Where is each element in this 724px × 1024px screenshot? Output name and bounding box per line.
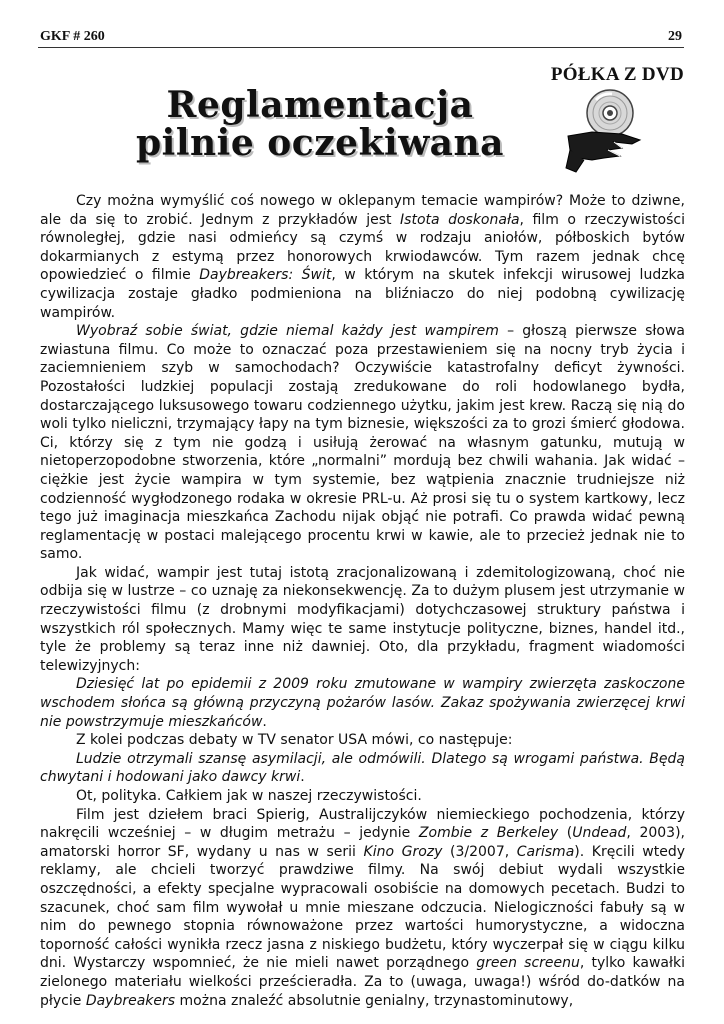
dvd-disc-hand-icon bbox=[562, 88, 652, 180]
italic-text: Ludzie otrzymali szansę asymilacji, ale odmówili. Dlatego są wrogami państwa. Będą chwytani i hodowani jako dawcy krwi bbox=[40, 750, 685, 786]
article-paragraph bbox=[40, 787, 685, 806]
italic-text: Kino Grozy bbox=[363, 843, 443, 860]
paragraph-text: (3/2007, bbox=[442, 843, 517, 860]
page-number: 29 bbox=[668, 29, 682, 44]
paragraph-text: , 2003), amatorski horror SF, wydany u nas w serii bbox=[40, 825, 685, 860]
article-paragraph bbox=[40, 564, 685, 676]
paragraph-text: Ot, polityka. Całkiem jak w naszej rzeczywistości. bbox=[76, 788, 422, 804]
article-paragraph bbox=[40, 731, 685, 750]
paragraph-text: ( bbox=[558, 825, 573, 842]
paragraph-text: , tylko kawałki zielonego materiału wielkości prześcieradła. Za to (uwaga, uwaga!) wśród do-datków na płycie bbox=[40, 955, 685, 1009]
article-body bbox=[40, 192, 685, 1010]
title-line-1: Reglamentacja bbox=[166, 84, 474, 126]
italic-text: Daybreakers: Świt bbox=[199, 267, 332, 284]
paragraph-text: Jak widać, wampir jest tutaj istotą zracjonalizowaną i zdemitologizowaną, choć nie odbija się w lustrze – co uznaję za niekonsekwencję. Za to dużym plusem jest utrzymanie w rzeczywistości filmu (z drobnymi modyfikacjami) dotychczasowej struktury państwa i wszystkich ról społecznych. Mamy więc te same instytucje polityczne, biznes, handel itd., tyle że problemy są teraz inne niż dawniej. Oto, dla przykładu, fragment wiadomości telewizyjnych: bbox=[40, 564, 685, 674]
italic-text: Undead bbox=[572, 825, 627, 842]
italic-text: Wyobraź sobie świat, gdzie niemal każdy jest wampirem bbox=[76, 323, 499, 340]
italic-text: Zombie z Berkeley bbox=[418, 825, 559, 842]
italic-text: Dziesięć lat po epidemii z 2009 roku zmutowane w wampiry zwierzęta zaskoczone wschodem słońca są główną przyczyną pożarów lasów. Zakaz spożywania zwierzęcej krwi nie powstrzymuje mieszkańców bbox=[40, 676, 685, 730]
paragraph-text: – głoszą pierwsze słowa zwiastuna filmu. Co może to oznaczać poza przestawieniem się na nocny tryb życia i zaciemnieniem szyb w samochodach? Oczywiście katastrofalny deficyt żywności. Pozostałości ludzkiej populacji zostają zredukowane do roli hodowlanego bydła, dostarczającego luksusowego towaru codziennego użytku, jakim jest krew. Raczą się nią do woli tylko nieliczni, trzymający łapy na tym biznesie, większości za to grozi śmierć głodowa. Ci, którzy się z tym nie godzą i usiłują żerować na własnym gatunku, mutują w nietoperzopodobne stworzenia, które „normalni” mordują bez chwili wahania. Jak widać – ciężkie jest życie wampira w tym systemie, bez wątpienia znacznie trudniejsze niż codzienność wygłodzonego rodaka w okresie PRL-u. Aż prosi się tu o system kartkowy, lecz tego już imaginacja mieszkańca Zachodu nijak objąć nie potrafi. Co prawda widać pewną reglamentację w postaci malejącego procentu krwi w kawie, ale to przecież jednak nie to samo. bbox=[40, 323, 686, 563]
paragraph-text: . bbox=[262, 713, 267, 730]
paragraph-text: Z kolei podczas debaty w TV senator USA mówi, co następuje: bbox=[76, 732, 513, 749]
article-paragraph bbox=[40, 750, 685, 787]
paragraph-text: ). Kręcili wtedy reklamy, ale chcieli tworzyć prawdziwe filmy. Na swój debiut wydali wszystkie oszczędności, a efekty specjalne wypracowali osobiście na domowych pecetach. Budzi to szacunek, choć sam film wywołał u mnie mieszane odczucia. Nielogiczności fabuły są w nim do pewnego stopnia równoważone przez wartości humorystyczne, a widoczna toporność całości wynikła rzecz jasna z niskiego budżetu, który wyczerpał się w ciągu kilku dni. Wystarczy wspomnieć, że nie mieli nawet porządnego bbox=[40, 843, 685, 972]
paragraph-text: , w którym na skutek infekcji wirusowej ludzka cywilizacja zostaje gładko podmieniona na bliźniaczo do niej podobną cywilizację wampirów. bbox=[40, 267, 685, 321]
paragraph-text: . bbox=[300, 769, 305, 786]
paragraph-text: Film jest dziełem braci Spierig, Australijczyków niemieckiego pochodzenia, którzy nakręcili wcześniej – w długim metrażu – jedynie bbox=[40, 806, 685, 842]
italic-text: Carisma bbox=[516, 843, 575, 860]
paragraph-text: Czy można wymyślić coś nowego w oklepanym temacie wampirów? Może to dziwne, ale da się to zrobić. Jednym z przykładów jest bbox=[40, 193, 685, 228]
italic-text: Istota doskonała bbox=[400, 211, 520, 228]
article-title bbox=[100, 86, 540, 162]
paragraph-text: , film o rzeczywistości równoległej, gdzie nasi odmieńcy są czymś w rodzaju aniołów, półboskich bytów dokarmianych z estymą przez honorowych krwiodawców. Tym razem jednak chcę opowiedzieć o filmie bbox=[40, 211, 686, 284]
page-header bbox=[38, 29, 684, 48]
italic-text: green screenu bbox=[476, 955, 580, 972]
paragraph-text: można znaleźć absolutnie genialny, trzynastominutowy, bbox=[175, 992, 574, 1009]
article-paragraph bbox=[40, 192, 685, 322]
title-line-2: pilnie oczekiwana bbox=[135, 122, 505, 164]
article-paragraph bbox=[40, 322, 685, 564]
article-paragraph bbox=[40, 675, 685, 731]
issue-label: GKF # 260 bbox=[40, 29, 105, 44]
italic-text: Daybreakers bbox=[85, 992, 176, 1009]
section-label: PÓŁKA Z DVD bbox=[550, 64, 684, 85]
article-paragraph bbox=[40, 806, 685, 1011]
